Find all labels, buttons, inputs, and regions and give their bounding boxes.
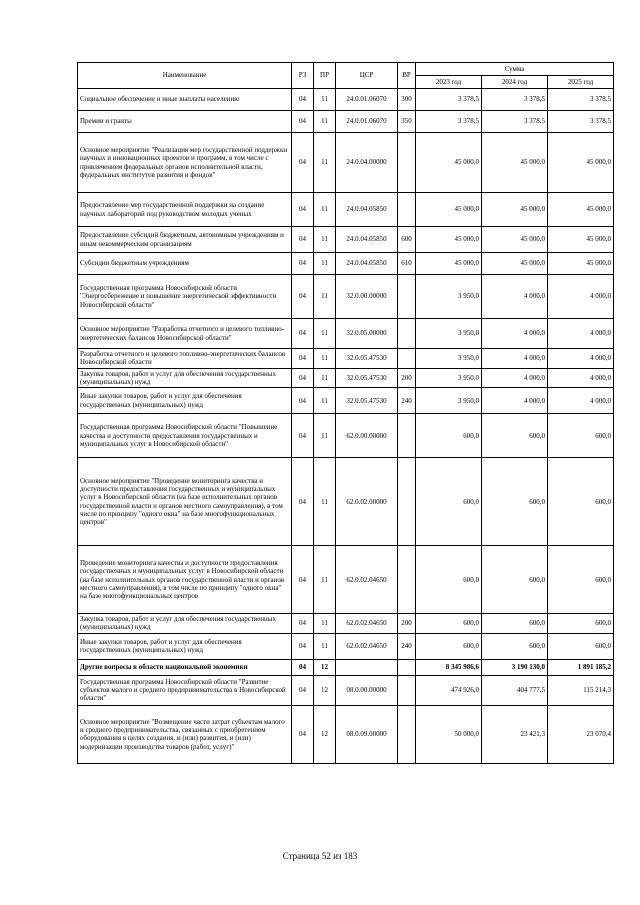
table-row bbox=[78, 388, 614, 414]
cell-s2024: 45 000,0 bbox=[482, 133, 548, 193]
cell-s2023: 45 000,0 bbox=[416, 253, 482, 275]
cell-rz: 04 bbox=[292, 414, 314, 458]
cell-name: Субсидии бюджетным учреждениям bbox=[78, 253, 292, 275]
cell-rz: 04 bbox=[292, 368, 314, 388]
cell-csr: 24.0.04.05850 bbox=[336, 253, 398, 275]
cell-pr: 11 bbox=[314, 414, 336, 458]
cell-rz: 04 bbox=[292, 111, 314, 133]
cell-name: Социальное обеспечение и иные выплаты населению bbox=[78, 89, 292, 111]
cell-s2023: 600,0 bbox=[416, 458, 482, 546]
cell-s2025: 4 000,0 bbox=[548, 275, 614, 319]
table-row bbox=[78, 227, 614, 253]
cell-vr bbox=[398, 414, 416, 458]
table-row bbox=[78, 633, 614, 659]
cell-rz: 04 bbox=[292, 546, 314, 614]
cell-s2025: 600,0 bbox=[548, 633, 614, 659]
cell-s2023: 50 000,0 bbox=[416, 705, 482, 763]
cell-vr bbox=[398, 546, 416, 614]
cell-pr: 11 bbox=[314, 275, 336, 319]
page-number: Страница 52 из 183 bbox=[282, 851, 358, 861]
cell-s2025: 600,0 bbox=[548, 546, 614, 614]
cell-csr: 08.0.00.00000 bbox=[336, 675, 398, 705]
cell-s2025: 600,0 bbox=[548, 614, 614, 634]
table-row bbox=[78, 705, 614, 763]
cell-name: Основное мероприятие "Проведение мониторинга качества и доступности предоставления государственных и муниципальных услуг в Новосибирской области (на базе исполнительных органов государственной власти и органов местного самоуправления), в том числе по принципу "одного окна" на базе многофункциональных центров" bbox=[78, 458, 292, 546]
cell-name: Закупка товаров, работ и услуг для обеспечения государственных (муниципальных) нужд bbox=[78, 368, 292, 388]
cell-s2024: 600,0 bbox=[482, 414, 548, 458]
col-header-2024: 2024 год bbox=[482, 76, 548, 89]
cell-rz: 04 bbox=[292, 458, 314, 546]
col-header-name: Наименование bbox=[78, 63, 292, 89]
col-header-sum: Сумма bbox=[416, 63, 614, 76]
cell-s2025: 1 891 185,2 bbox=[548, 659, 614, 675]
cell-pr: 11 bbox=[314, 458, 336, 546]
cell-s2024: 404 777,5 bbox=[482, 675, 548, 705]
cell-s2024: 45 000,0 bbox=[482, 253, 548, 275]
table-row bbox=[78, 546, 614, 614]
cell-pr: 11 bbox=[314, 388, 336, 414]
cell-vr: 200 bbox=[398, 614, 416, 634]
cell-vr bbox=[398, 705, 416, 763]
cell-s2024: 4 000,0 bbox=[482, 275, 548, 319]
cell-s2023: 3 950,0 bbox=[416, 319, 482, 349]
cell-name: Предоставление субсидий бюджетным, автономным учреждениям и иным некоммерческим организациям bbox=[78, 227, 292, 253]
cell-csr: 62.0.02.04650 bbox=[336, 546, 398, 614]
cell-csr: 62.0.02.00000 bbox=[336, 458, 398, 546]
cell-s2024: 3 378,5 bbox=[482, 89, 548, 111]
cell-pr: 11 bbox=[314, 133, 336, 193]
cell-pr: 11 bbox=[314, 546, 336, 614]
cell-s2024: 4 000,0 bbox=[482, 319, 548, 349]
cell-s2025: 600,0 bbox=[548, 414, 614, 458]
cell-name: Закупка товаров, работ и услуг для обеспечения государственных (муниципальных) нужд bbox=[78, 614, 292, 634]
cell-vr bbox=[398, 319, 416, 349]
cell-s2023: 45 000,0 bbox=[416, 193, 482, 227]
cell-csr: 32.0.05.47530 bbox=[336, 388, 398, 414]
table-row bbox=[78, 675, 614, 705]
cell-name: Государственная программа Новосибирской области "Энергосбережение и повышение энергетической эффективности Новосибирской области" bbox=[78, 275, 292, 319]
cell-s2023: 3 950,0 bbox=[416, 368, 482, 388]
cell-vr: 240 bbox=[398, 388, 416, 414]
table-row bbox=[78, 89, 614, 111]
cell-s2024: 600,0 bbox=[482, 614, 548, 634]
cell-rz: 04 bbox=[292, 253, 314, 275]
cell-vr: 350 bbox=[398, 111, 416, 133]
col-header-2023: 2023 год bbox=[416, 76, 482, 89]
table-row bbox=[78, 349, 614, 369]
cell-pr: 11 bbox=[314, 227, 336, 253]
cell-s2024: 4 000,0 bbox=[482, 368, 548, 388]
cell-s2023: 3 378,5 bbox=[416, 111, 482, 133]
cell-name: Иные закупки товаров, работ и услуг для обеспечения государственных (муниципальных) нужд bbox=[78, 633, 292, 659]
cell-vr bbox=[398, 659, 416, 675]
table-row bbox=[78, 133, 614, 193]
cell-pr: 11 bbox=[314, 111, 336, 133]
cell-s2023: 600,0 bbox=[416, 414, 482, 458]
col-header-csr: ЦСР bbox=[336, 63, 398, 89]
cell-s2023: 600,0 bbox=[416, 633, 482, 659]
cell-name: Разработка отчетного и целевого топливно-энергетических балансов Новосибирской области bbox=[78, 349, 292, 369]
cell-s2025: 115 214,3 bbox=[548, 675, 614, 705]
header-row bbox=[78, 63, 614, 76]
table-row bbox=[78, 458, 614, 546]
table-row bbox=[78, 111, 614, 133]
cell-s2025: 45 000,0 bbox=[548, 133, 614, 193]
cell-s2023: 45 000,0 bbox=[416, 133, 482, 193]
cell-s2025: 4 000,0 bbox=[548, 388, 614, 414]
cell-s2024: 4 000,0 bbox=[482, 388, 548, 414]
cell-csr: 62.0.02.04650 bbox=[336, 633, 398, 659]
cell-vr bbox=[398, 675, 416, 705]
cell-rz: 04 bbox=[292, 705, 314, 763]
cell-name: Основное мероприятие "Реализация мер государственной поддержки научных и инновационных проектов и программ, в том числе с привлечением федеральных органов исполнительной власти, федеральных институтов развития и фондов" bbox=[78, 133, 292, 193]
cell-s2023: 3 950,0 bbox=[416, 388, 482, 414]
cell-pr: 11 bbox=[314, 349, 336, 369]
cell-s2024: 45 000,0 bbox=[482, 227, 548, 253]
cell-rz: 04 bbox=[292, 659, 314, 675]
cell-vr: 200 bbox=[398, 368, 416, 388]
cell-s2023: 3 950,0 bbox=[416, 275, 482, 319]
cell-pr: 11 bbox=[314, 633, 336, 659]
cell-pr: 11 bbox=[314, 614, 336, 634]
cell-name: Другие вопросы в области национальной экономики bbox=[78, 659, 292, 675]
col-header-vr: ВР bbox=[398, 63, 416, 89]
cell-rz: 04 bbox=[292, 133, 314, 193]
cell-s2025: 3 378,5 bbox=[548, 111, 614, 133]
cell-s2023: 3 378,5 bbox=[416, 89, 482, 111]
cell-s2025: 45 000,0 bbox=[548, 253, 614, 275]
cell-pr: 11 bbox=[314, 193, 336, 227]
cell-vr bbox=[398, 458, 416, 546]
cell-csr: 32.0.00.00000 bbox=[336, 275, 398, 319]
table-row bbox=[78, 319, 614, 349]
table-row bbox=[78, 253, 614, 275]
cell-s2023: 3 950,0 bbox=[416, 349, 482, 369]
cell-vr: 240 bbox=[398, 633, 416, 659]
col-header-2025: 2025 год bbox=[548, 76, 614, 89]
cell-s2023: 45 000,0 bbox=[416, 227, 482, 253]
cell-rz: 04 bbox=[292, 227, 314, 253]
cell-name: Государственная программа Новосибирской области "Повышение качества и доступности предоставления государственных и муниципальных услуг в Новосибирской области" bbox=[78, 414, 292, 458]
cell-csr: 08.0.09.00000 bbox=[336, 705, 398, 763]
cell-vr bbox=[398, 275, 416, 319]
cell-s2025: 23 070,4 bbox=[548, 705, 614, 763]
cell-csr bbox=[336, 659, 398, 675]
cell-s2024: 4 000,0 bbox=[482, 349, 548, 369]
cell-vr bbox=[398, 193, 416, 227]
cell-pr: 12 bbox=[314, 659, 336, 675]
cell-csr: 32.0.05.00000 bbox=[336, 319, 398, 349]
cell-name: Иные закупки товаров, работ и услуг для обеспечения государственных (муниципальных) нужд bbox=[78, 388, 292, 414]
cell-csr: 24.0.04.00000 bbox=[336, 133, 398, 193]
cell-csr: 62.0.02.04650 bbox=[336, 614, 398, 634]
cell-pr: 11 bbox=[314, 253, 336, 275]
cell-s2023: 600,0 bbox=[416, 614, 482, 634]
cell-rz: 04 bbox=[292, 319, 314, 349]
table-row bbox=[78, 659, 614, 675]
cell-s2025: 600,0 bbox=[548, 458, 614, 546]
cell-pr: 11 bbox=[314, 368, 336, 388]
cell-csr: 24.0.04.05850 bbox=[336, 193, 398, 227]
cell-csr: 62.0.00.00000 bbox=[336, 414, 398, 458]
table-row bbox=[78, 368, 614, 388]
cell-s2024: 600,0 bbox=[482, 458, 548, 546]
cell-rz: 04 bbox=[292, 675, 314, 705]
cell-name: Основное мероприятие "Разработка отчетного и целевого топливно-энергетических балансов Новосибирской области" bbox=[78, 319, 292, 349]
cell-pr: 11 bbox=[314, 89, 336, 111]
cell-rz: 04 bbox=[292, 275, 314, 319]
cell-s2023: 8 345 986,6 bbox=[416, 659, 482, 675]
cell-s2024: 3 378,5 bbox=[482, 111, 548, 133]
cell-rz: 04 bbox=[292, 193, 314, 227]
cell-csr: 32.0.05.47530 bbox=[336, 368, 398, 388]
cell-pr: 11 bbox=[314, 319, 336, 349]
cell-pr: 12 bbox=[314, 675, 336, 705]
cell-s2024: 45 000,0 bbox=[482, 193, 548, 227]
cell-name: Основное мероприятие "Возмещение части затрат субъектам малого и среднего предпринимательства, связанных с приобретением оборудования в целях создания, и (или) развития, и (или) модернизации производства товаров (работ, услуг)" bbox=[78, 705, 292, 763]
cell-s2023: 474 926,0 bbox=[416, 675, 482, 705]
cell-s2025: 4 000,0 bbox=[548, 319, 614, 349]
cell-s2025: 45 000,0 bbox=[548, 227, 614, 253]
budget-table bbox=[77, 62, 614, 764]
cell-s2024: 23 421,3 bbox=[482, 705, 548, 763]
cell-csr: 32.0.05.47530 bbox=[336, 349, 398, 369]
cell-rz: 04 bbox=[292, 614, 314, 634]
cell-rz: 04 bbox=[292, 388, 314, 414]
cell-s2024: 600,0 bbox=[482, 633, 548, 659]
cell-csr: 24.0.01.06070 bbox=[336, 89, 398, 111]
cell-pr: 12 bbox=[314, 705, 336, 763]
cell-s2025: 3 378,5 bbox=[548, 89, 614, 111]
cell-name: Проведение мониторинга качества и доступности предоставления государственных и муниципальных услуг в Новосибирской области (на базе исполнительных органов государственной власти и органов местного самоуправления), в том числе по принципу "одного окна" на базе многофункциональных центров bbox=[78, 546, 292, 614]
cell-s2025: 4 000,0 bbox=[548, 368, 614, 388]
cell-name: Предоставление мер государственной поддержки на создание научных лабораторий под руководством молодых ученых bbox=[78, 193, 292, 227]
cell-s2023: 600,0 bbox=[416, 546, 482, 614]
cell-name: Премии и гранты bbox=[78, 111, 292, 133]
table-row bbox=[78, 193, 614, 227]
cell-name: Государственная программа Новосибирской области "Развитие субъектов малого и среднего предпринимательства в Новосибирской области" bbox=[78, 675, 292, 705]
cell-csr: 24.0.04.05850 bbox=[336, 227, 398, 253]
cell-csr: 24.0.01.06070 bbox=[336, 111, 398, 133]
table-row bbox=[78, 614, 614, 634]
cell-vr: 610 bbox=[398, 253, 416, 275]
cell-s2025: 4 000,0 bbox=[548, 349, 614, 369]
cell-s2024: 600,0 bbox=[482, 546, 548, 614]
cell-vr: 600 bbox=[398, 227, 416, 253]
cell-s2025: 45 000,0 bbox=[548, 193, 614, 227]
col-header-pr: ПР bbox=[314, 63, 336, 89]
cell-s2024: 3 190 130,0 bbox=[482, 659, 548, 675]
cell-vr: 300 bbox=[398, 89, 416, 111]
cell-rz: 04 bbox=[292, 349, 314, 369]
col-header-rz: РЗ bbox=[292, 63, 314, 89]
cell-rz: 04 bbox=[292, 89, 314, 111]
cell-vr bbox=[398, 133, 416, 193]
cell-rz: 04 bbox=[292, 633, 314, 659]
table-row bbox=[78, 275, 614, 319]
cell-vr bbox=[398, 349, 416, 369]
table-row bbox=[78, 414, 614, 458]
